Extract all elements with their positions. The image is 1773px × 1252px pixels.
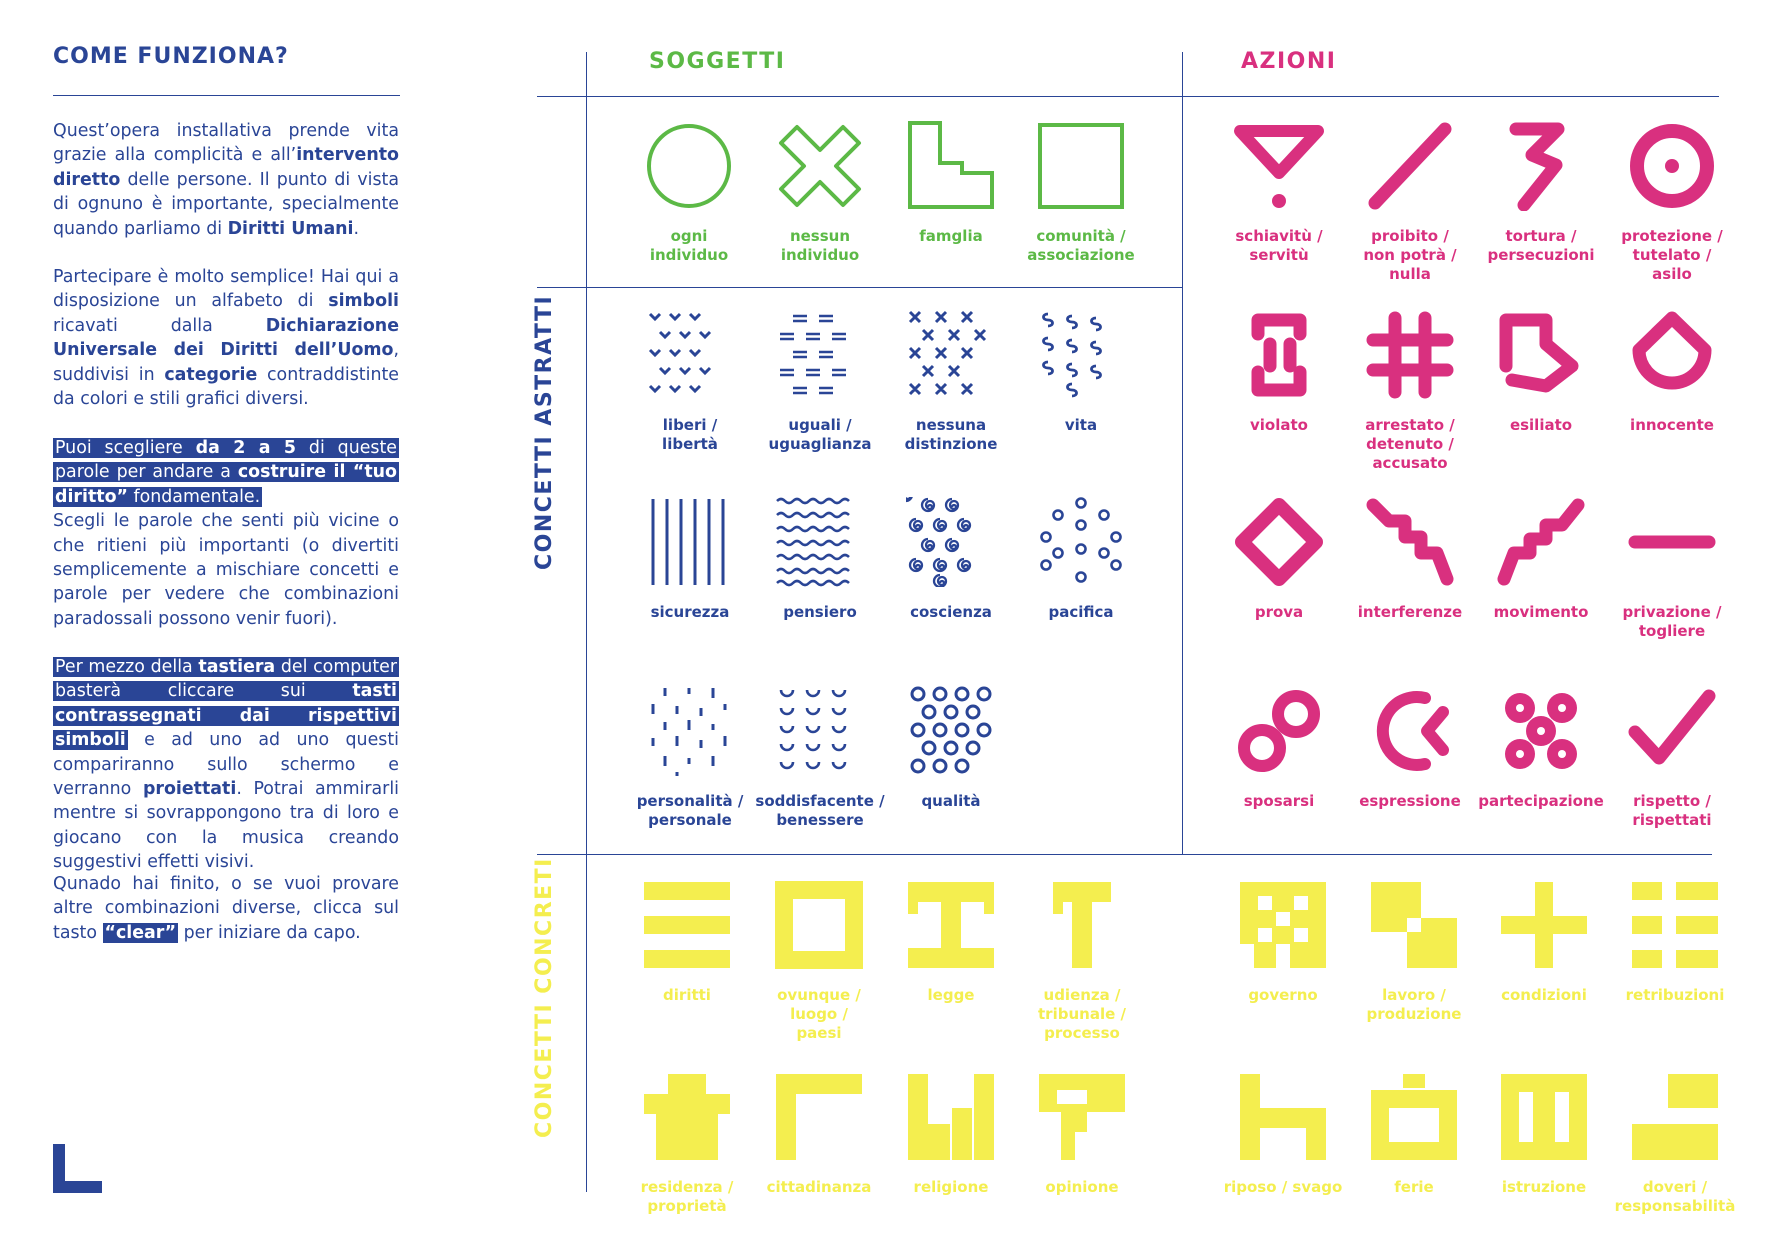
symbol-label: riposo / svago (1223, 1178, 1343, 1196)
highlight-choose: Puoi scegliere da 2 a 5 di queste parole per andare a costruire il “tuo diritto” fondamentale. (55, 438, 398, 507)
step-down-icon (1365, 497, 1455, 587)
grid-horizontal-top (537, 96, 1719, 97)
symbol-label: tortura / persecuzioni (1487, 227, 1595, 264)
category-concetti-concreti: CONCETTI CONCRETI (532, 857, 557, 1138)
symbol-nessuna-distinzione[interactable] (886, 310, 1016, 454)
paragraph-intro: Quest’opera installativa prende vita grazie alla complicità e all’intervento diretto delle persone. Il punto di vista di ognuno è importante, specialmente quando parliamo di Diritti Umani. (53, 121, 399, 239)
grid-horizontal-concreti (537, 854, 1712, 855)
smiles-icon (775, 686, 865, 776)
symbol-label: opinione (1045, 1178, 1119, 1196)
symbol-label: privazione / togliere (1622, 603, 1722, 640)
symbol-diritti[interactable] (622, 880, 752, 1005)
symbol-sposarsi[interactable] (1214, 686, 1344, 811)
linked-rings-icon (1234, 686, 1324, 776)
symbol-soddisfacente[interactable] (755, 686, 885, 830)
overlap-squares-icon (1369, 880, 1459, 970)
grid-vertical-middle (1182, 52, 1183, 854)
symbol-label: nessuna distinzione (904, 416, 998, 453)
symbol-label: sposarsi (1243, 792, 1315, 810)
category-concetti-astratti: CONCETTI ASTRATTI (532, 294, 557, 570)
equals-pattern-icon (775, 310, 865, 400)
spirals-icon (906, 497, 996, 587)
symbol-label: proibito / non potrà / nulla (1363, 227, 1457, 283)
exit-arrow-icon (1496, 310, 1586, 400)
symbol-label: vita (1064, 416, 1098, 434)
clear-key-label: “clear” (104, 922, 177, 943)
waves-icon (775, 497, 865, 587)
t-shape-icon (1037, 880, 1127, 970)
symbol-label: esiliato (1509, 416, 1573, 434)
symbol-label: udienza / tribunale / processo (1038, 986, 1126, 1042)
symbol-qualita[interactable] (886, 686, 1016, 811)
symbol-label: pensiero (783, 603, 857, 621)
symbol-ogni-individuo[interactable] (624, 121, 754, 265)
rings-icon (906, 686, 996, 776)
symbol-label: espressione (1359, 792, 1461, 810)
symbol-label: protezione / tutelato / asilo (1621, 227, 1723, 283)
symbol-label: personalità / personale (636, 792, 744, 829)
title-divider (53, 95, 400, 96)
slash-icon (1365, 121, 1455, 211)
symbol-violato[interactable] (1214, 310, 1344, 435)
suitcase-icon (1369, 1072, 1459, 1162)
symbol-label: ovunque / luogo / paesi (777, 986, 861, 1042)
check-icon (1627, 686, 1717, 776)
highlight-keyboard: Per mezzo della tastiera del computer basterà cliccare sui tasti contrassegnati dai rispettivi simboli (55, 657, 397, 751)
symbol-opinione[interactable] (1017, 1072, 1147, 1197)
symbol-label: innocente (1630, 416, 1714, 434)
symbol-label: comunità / associazione (1027, 227, 1135, 264)
corner-icon (774, 1072, 864, 1162)
i-beam-icon (906, 880, 996, 970)
square-outline-icon (1036, 121, 1126, 211)
x-pattern-icon (906, 310, 996, 400)
paragraph-participate: Partecipare è molto semplice! Hai qui a disposizione un alfabeto di simboli ricavati dalla Dichiarazione Universale dei Diritti dell’Uomo, suddivisi in categorie contraddistinte da colori e stili grafici diversi. (53, 267, 400, 410)
symbol-esiliato[interactable] (1476, 310, 1606, 435)
symbol-label: doveri / responsabilità (1614, 1178, 1736, 1215)
symbol-governo[interactable] (1218, 880, 1348, 1005)
symbol-label: diritti (663, 986, 711, 1004)
minus-icon (1627, 497, 1717, 587)
symbol-espressione[interactable] (1345, 686, 1475, 811)
symbol-famiglia[interactable] (886, 121, 1016, 246)
symbol-label: sicurezza (650, 603, 730, 621)
steps-block-icon (1630, 1072, 1720, 1162)
square-frame-icon (774, 880, 864, 970)
target-icon (1627, 121, 1717, 211)
symbol-partecipazione[interactable] (1476, 686, 1606, 811)
symbol-label: pacifica (1048, 603, 1114, 621)
symbol-ovunque[interactable] (754, 880, 884, 1043)
book-icon (1499, 1072, 1589, 1162)
symbol-tortura[interactable] (1476, 121, 1606, 265)
symbol-religione[interactable] (886, 1072, 1016, 1197)
symbol-rispetto[interactable] (1607, 686, 1737, 830)
plus-icon (1499, 880, 1589, 970)
symbol-label: retribuzioni (1625, 986, 1725, 1004)
small-circles-icon (1036, 497, 1126, 587)
symbol-protezione[interactable] (1607, 121, 1737, 284)
symbol-label: prova (1254, 603, 1304, 621)
symbol-coscienza[interactable] (886, 497, 1016, 622)
symbol-label: legge (927, 986, 975, 1004)
symbol-retribuzioni[interactable] (1610, 880, 1740, 1005)
l-shape-outline-icon (906, 121, 996, 211)
symbol-label: liberi / libertà (662, 416, 718, 453)
diamond-outline-icon (1234, 497, 1324, 587)
symbol-riposo[interactable] (1218, 1072, 1348, 1197)
paragraph-clear: Qunado hai finito, o se vuoi provare altre combinazioni diverse, clicca sul tasto “clear” per iniziare da capo. (53, 874, 399, 943)
pillars-icon (906, 1072, 996, 1162)
symbol-ferie[interactable] (1349, 1072, 1479, 1197)
symbol-label: rispetto / rispettati (1632, 792, 1712, 829)
grid-horizontal-soggetti (537, 287, 1182, 288)
symbol-uguali[interactable] (755, 310, 885, 454)
funnel-icon (1234, 121, 1324, 211)
speech-c-icon (1365, 686, 1455, 776)
symbol-label: uguali / uguaglianza (768, 416, 872, 453)
pixel-house-icon (642, 1072, 732, 1162)
dashes-icon (645, 686, 735, 776)
symbol-doveri[interactable] (1610, 1072, 1740, 1216)
symbol-privazione[interactable] (1607, 497, 1737, 641)
symbol-interferenze[interactable] (1345, 497, 1475, 622)
split-bars-icon (1630, 880, 1720, 970)
hash-icon (1365, 310, 1455, 400)
symbol-label: qualità (921, 792, 981, 810)
four-circles-icon (1496, 686, 1586, 776)
symbol-innocente[interactable] (1607, 310, 1737, 435)
symbol-label: condizioni (1501, 986, 1587, 1004)
symbol-label: famglia (919, 227, 983, 245)
three-bars-icon (642, 880, 732, 970)
symbol-label: ferie (1394, 1178, 1434, 1196)
symbol-liberi[interactable] (625, 310, 755, 454)
symbol-arrestato[interactable] (1345, 310, 1475, 473)
symbol-personalita[interactable] (625, 686, 755, 830)
symbol-residenza[interactable] (622, 1072, 752, 1216)
s-pattern-icon (1036, 310, 1126, 400)
symbol-proibito[interactable] (1345, 121, 1475, 284)
symbol-label: schiavitù / servitù (1235, 227, 1323, 264)
symbol-istruzione[interactable] (1479, 1072, 1609, 1197)
symbol-comunita[interactable] (1016, 121, 1146, 265)
symbol-prova[interactable] (1214, 497, 1344, 622)
zigzag-three-icon (1496, 121, 1586, 211)
symbol-label: cittadinanza (766, 1178, 872, 1196)
cross-outline-icon (775, 121, 865, 211)
broken-box-icon (1234, 310, 1324, 400)
category-azioni: AZIONI (1241, 49, 1337, 74)
symbol-udienza[interactable] (1017, 880, 1147, 1043)
symbol-label: soddisfacente / benessere (755, 792, 885, 829)
symbol-nessun-individuo[interactable] (755, 121, 885, 265)
symbol-legge[interactable] (886, 880, 1016, 1005)
symbol-cittadinanza[interactable] (754, 1072, 884, 1197)
symbol-movimento[interactable] (1476, 497, 1606, 622)
chevrons-pattern-icon (645, 310, 735, 400)
symbol-sicurezza[interactable] (625, 497, 755, 622)
paragraph-keyboard: Per mezzo della tastiera del computer basterà cliccare sui tasti contrassegnati dai rispettivi simboli e ad uno ad uno questi compariranno sullo schermo e verranno proiettati. Potrai ammirarli mentre si sovrappongono tra di loro e giocano con la musica creando suggestivi effetti visivi. (53, 657, 399, 873)
symbol-schiavitu[interactable] (1214, 121, 1344, 265)
symbol-label: governo (1248, 986, 1318, 1004)
symbol-vita[interactable] (1016, 310, 1146, 435)
circle-outline-icon (644, 121, 734, 211)
vertical-lines-icon (645, 497, 735, 587)
symbol-condizioni[interactable] (1479, 880, 1609, 1005)
symbol-label: lavoro / produzione (1366, 986, 1462, 1023)
symbol-label: nessun individuo (780, 227, 860, 264)
category-soggetti: SOGGETTI (649, 49, 786, 74)
symbol-pacifica[interactable] (1016, 497, 1146, 622)
symbol-label: interferenze (1357, 603, 1463, 621)
symbol-label: ogni individuo (649, 227, 729, 264)
symbol-label: residenza / proprietà (640, 1178, 734, 1215)
symbol-label: arrestato / detenuto / accusato (1365, 416, 1455, 472)
symbol-label: coscienza (910, 603, 992, 621)
symbol-pensiero[interactable] (755, 497, 885, 622)
grid-vertical-left (586, 52, 587, 1192)
symbol-label: violato (1250, 416, 1308, 434)
page-title: COME FUNZIONA? (53, 44, 289, 69)
bed-icon (1238, 1072, 1328, 1162)
checker-icon (1238, 880, 1328, 970)
symbol-label: religione (913, 1178, 989, 1196)
step-up-icon (1496, 497, 1586, 587)
symbol-lavoro[interactable] (1349, 880, 1479, 1024)
paragraph-choose: Puoi scegliere da 2 a 5 di queste parole per andare a costruire il “tuo diritto” fondamentale. Scegli le parole che senti più vicine o che ritieni più importanti (o divertiti semplicemente a mischiare concetti e parole per vedere che combinazioni paradossali possono venir fuori). (53, 438, 399, 629)
speech-pixel-icon (1037, 1072, 1127, 1162)
corner-logo-icon (53, 1144, 102, 1193)
symbol-label: istruzione (1501, 1178, 1587, 1196)
symbol-label: partecipazione (1478, 792, 1604, 810)
drop-icon (1627, 310, 1717, 400)
symbol-label: movimento (1493, 603, 1589, 621)
